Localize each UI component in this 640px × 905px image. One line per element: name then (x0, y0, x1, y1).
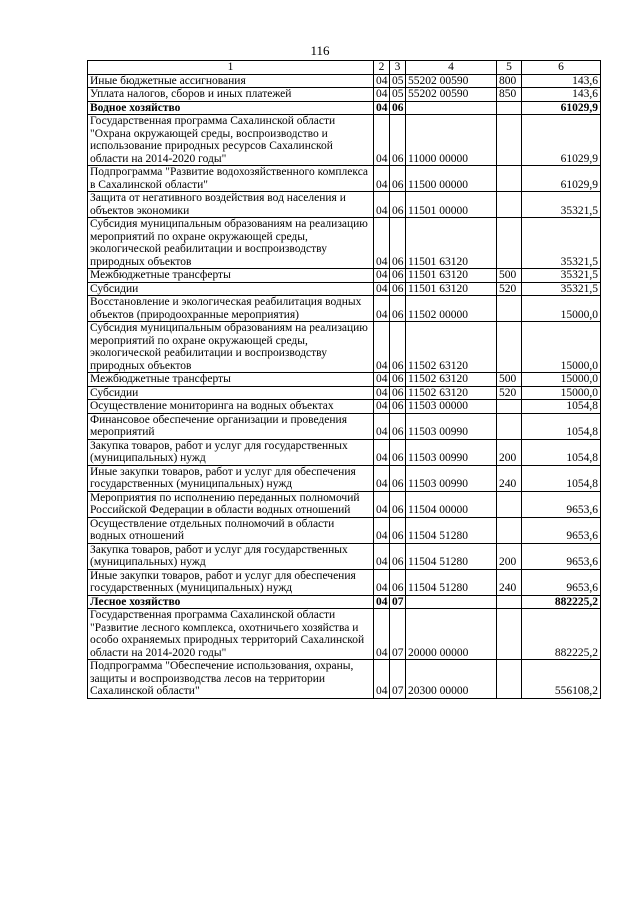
row-section: 04 (374, 595, 390, 609)
row-subsection: 06 (390, 322, 406, 373)
row-section: 04 (374, 465, 390, 491)
header-col-6: 6 (522, 61, 601, 75)
row-section: 04 (374, 192, 390, 218)
table-row (88, 373, 601, 387)
page-number: 116 (310, 43, 330, 58)
row-subsection: 06 (390, 373, 406, 387)
row-amount: 35321,5 (522, 269, 601, 283)
row-name: Подпрограмма "Обеспечение использования, охраны, защиты и воспроизводства лесов на территории Сахалинской области" (88, 660, 374, 699)
row-subsection: 06 (390, 439, 406, 465)
table-row (88, 569, 601, 595)
row-expense-type (497, 296, 522, 322)
row-section: 04 (374, 88, 390, 102)
row-target-article: 11502 63120 (406, 386, 497, 400)
table-row (88, 543, 601, 569)
row-amount: 1054,8 (522, 465, 601, 491)
row-amount: 9653,6 (522, 517, 601, 543)
row-name: Мероприятия по исполнению переданных полномочий Российской Федерации в области водных отношений (88, 491, 374, 517)
row-section: 04 (374, 439, 390, 465)
table-row (88, 296, 601, 322)
header-col-3: 3 (390, 61, 406, 75)
row-name: Субсидия муниципальным образованиям на реализацию мероприятий по охране окружающей среды, экологической реабилитации и воспроизводству природных объектов (88, 218, 374, 269)
row-expense-type: 240 (497, 465, 522, 491)
row-expense-type (497, 166, 522, 192)
header-col-5: 5 (497, 61, 522, 75)
table-row (88, 101, 601, 115)
row-target-article: 55202 00590 (406, 88, 497, 102)
row-subsection: 06 (390, 192, 406, 218)
row-section: 04 (374, 517, 390, 543)
row-section: 04 (374, 115, 390, 166)
row-expense-type (497, 517, 522, 543)
table-row (88, 166, 601, 192)
row-expense-type (497, 609, 522, 660)
table-row (88, 218, 601, 269)
row-target-article (406, 101, 497, 115)
table-row (88, 386, 601, 400)
row-subsection: 07 (390, 660, 406, 699)
row-expense-type (497, 101, 522, 115)
table-row (88, 413, 601, 439)
row-subsection: 07 (390, 595, 406, 609)
row-subsection: 06 (390, 296, 406, 322)
row-amount: 556108,2 (522, 660, 601, 699)
row-amount: 15000,0 (522, 373, 601, 387)
row-section: 04 (374, 491, 390, 517)
row-target-article: 11504 00000 (406, 491, 497, 517)
table-row (88, 609, 601, 660)
row-amount: 15000,0 (522, 322, 601, 373)
row-subsection: 06 (390, 282, 406, 296)
table-row (88, 322, 601, 373)
row-subsection: 06 (390, 400, 406, 414)
row-name: Государственная программа Сахалинской области "Охрана окружающей среды, воспроизводство и использование природных ресурсов Сахалинской области на 2014-2020 годы" (88, 115, 374, 166)
row-amount: 1054,8 (522, 400, 601, 414)
table-row (88, 115, 601, 166)
row-subsection: 06 (390, 465, 406, 491)
row-expense-type: 500 (497, 373, 522, 387)
row-amount: 61029,9 (522, 115, 601, 166)
row-target-article: 11504 51280 (406, 543, 497, 569)
row-subsection: 05 (390, 74, 406, 88)
header-row (88, 61, 601, 75)
table-row (88, 269, 601, 283)
row-target-article: 11503 00990 (406, 413, 497, 439)
row-name: Субсидии (88, 386, 374, 400)
row-name: Финансовое обеспечение организации и проведения мероприятий (88, 413, 374, 439)
row-amount: 9653,6 (522, 569, 601, 595)
row-section: 04 (374, 282, 390, 296)
row-name: Водное хозяйство (88, 101, 374, 115)
row-name: Субсидия муниципальным образованиям на реализацию мероприятий по охране окружающей среды, экологической реабилитации и воспроизводству природных объектов (88, 322, 374, 373)
row-subsection: 06 (390, 491, 406, 517)
row-amount: 9653,6 (522, 543, 601, 569)
row-target-article: 55202 00590 (406, 74, 497, 88)
row-subsection: 06 (390, 517, 406, 543)
row-name: Межбюджетные трансферты (88, 373, 374, 387)
row-section: 04 (374, 386, 390, 400)
row-target-article: 11000 00000 (406, 115, 497, 166)
row-subsection: 06 (390, 569, 406, 595)
row-subsection: 06 (390, 386, 406, 400)
row-name: Восстановление и экологическая реабилитация водных объектов (природоохранные мероприятия) (88, 296, 374, 322)
row-subsection: 06 (390, 166, 406, 192)
table-row (88, 465, 601, 491)
row-amount: 143,6 (522, 88, 601, 102)
row-name: Иные бюджетные ассигнования (88, 74, 374, 88)
table-row (88, 192, 601, 218)
table-row (88, 595, 601, 609)
budget-table (87, 60, 601, 699)
row-name: Осуществление отдельных полномочий в области водных отношений (88, 517, 374, 543)
row-name: Уплата налогов, сборов и иных платежей (88, 88, 374, 102)
row-amount: 882225,2 (522, 595, 601, 609)
row-name: Закупка товаров, работ и услуг для государственных (муниципальных) нужд (88, 543, 374, 569)
row-name: Государственная программа Сахалинской области "Развитие лесного комплекса, охотничьего хозяйства и особо охраняемых природных территорий Сахалинской области на 2014-2020 годы" (88, 609, 374, 660)
row-section: 04 (374, 322, 390, 373)
table-row (88, 74, 601, 88)
row-subsection: 06 (390, 269, 406, 283)
row-subsection: 07 (390, 609, 406, 660)
row-expense-type (497, 218, 522, 269)
row-expense-type: 520 (497, 386, 522, 400)
row-target-article: 11502 63120 (406, 322, 497, 373)
row-target-article (406, 595, 497, 609)
table-row (88, 400, 601, 414)
row-target-article: 20300 00000 (406, 660, 497, 699)
row-amount: 35321,5 (522, 192, 601, 218)
row-amount: 35321,5 (522, 218, 601, 269)
row-amount: 1054,8 (522, 413, 601, 439)
row-expense-type (497, 192, 522, 218)
row-target-article: 11501 63120 (406, 218, 497, 269)
row-amount: 61029,9 (522, 166, 601, 192)
table-row (88, 88, 601, 102)
row-expense-type (497, 491, 522, 517)
row-section: 04 (374, 543, 390, 569)
row-expense-type (497, 413, 522, 439)
row-expense-type: 800 (497, 74, 522, 88)
row-section: 04 (374, 269, 390, 283)
row-amount: 143,6 (522, 74, 601, 88)
row-name: Закупка товаров, работ и услуг для государственных (муниципальных) нужд (88, 439, 374, 465)
table-row (88, 517, 601, 543)
row-target-article: 11504 51280 (406, 517, 497, 543)
row-expense-type (497, 115, 522, 166)
row-amount: 61029,9 (522, 101, 601, 115)
row-name: Лесное хозяйство (88, 595, 374, 609)
row-expense-type: 240 (497, 569, 522, 595)
row-expense-type (497, 595, 522, 609)
header-col-4: 4 (406, 61, 497, 75)
row-name: Подпрограмма "Развитие водохозяйственного комплекса в Сахалинской области" (88, 166, 374, 192)
row-target-article: 11501 00000 (406, 192, 497, 218)
row-section: 04 (374, 74, 390, 88)
row-section: 04 (374, 660, 390, 699)
row-target-article: 11503 00990 (406, 439, 497, 465)
header-col-2: 2 (374, 61, 390, 75)
table-row (88, 439, 601, 465)
row-expense-type: 520 (497, 282, 522, 296)
table-row (88, 491, 601, 517)
row-name: Иные закупки товаров, работ и услуг для обеспечения государственных (муниципальных) нужд (88, 465, 374, 491)
row-expense-type: 200 (497, 439, 522, 465)
row-amount: 1054,8 (522, 439, 601, 465)
row-section: 04 (374, 413, 390, 439)
row-subsection: 06 (390, 115, 406, 166)
row-target-article: 11503 00990 (406, 465, 497, 491)
row-name: Субсидии (88, 282, 374, 296)
table-row (88, 660, 601, 699)
row-subsection: 05 (390, 88, 406, 102)
row-target-article: 11504 51280 (406, 569, 497, 595)
row-subsection: 06 (390, 543, 406, 569)
row-section: 04 (374, 569, 390, 595)
row-expense-type: 500 (497, 269, 522, 283)
row-amount: 9653,6 (522, 491, 601, 517)
row-section: 04 (374, 609, 390, 660)
row-subsection: 06 (390, 218, 406, 269)
row-section: 04 (374, 101, 390, 115)
row-amount: 882225,2 (522, 609, 601, 660)
row-expense-type: 200 (497, 543, 522, 569)
row-target-article: 11500 00000 (406, 166, 497, 192)
row-name: Защита от негативного воздействия вод населения и объектов экономики (88, 192, 374, 218)
row-expense-type (497, 400, 522, 414)
row-target-article: 11502 63120 (406, 373, 497, 387)
row-target-article: 11503 00000 (406, 400, 497, 414)
row-expense-type (497, 322, 522, 373)
row-amount: 35321,5 (522, 282, 601, 296)
row-subsection: 06 (390, 413, 406, 439)
row-name: Осуществление мониторинга на водных объектах (88, 400, 374, 414)
row-subsection: 06 (390, 101, 406, 115)
row-target-article: 20000 00000 (406, 609, 497, 660)
row-target-article: 11502 00000 (406, 296, 497, 322)
row-section: 04 (374, 296, 390, 322)
row-section: 04 (374, 218, 390, 269)
row-target-article: 11501 63120 (406, 269, 497, 283)
header-col-1: 1 (88, 61, 374, 75)
row-name: Межбюджетные трансферты (88, 269, 374, 283)
row-name: Иные закупки товаров, работ и услуг для обеспечения государственных (муниципальных) нужд (88, 569, 374, 595)
row-target-article: 11501 63120 (406, 282, 497, 296)
row-amount: 15000,0 (522, 296, 601, 322)
row-section: 04 (374, 373, 390, 387)
row-section: 04 (374, 166, 390, 192)
table-row (88, 282, 601, 296)
row-section: 04 (374, 400, 390, 414)
row-expense-type (497, 660, 522, 699)
row-expense-type: 850 (497, 88, 522, 102)
row-amount: 15000,0 (522, 386, 601, 400)
